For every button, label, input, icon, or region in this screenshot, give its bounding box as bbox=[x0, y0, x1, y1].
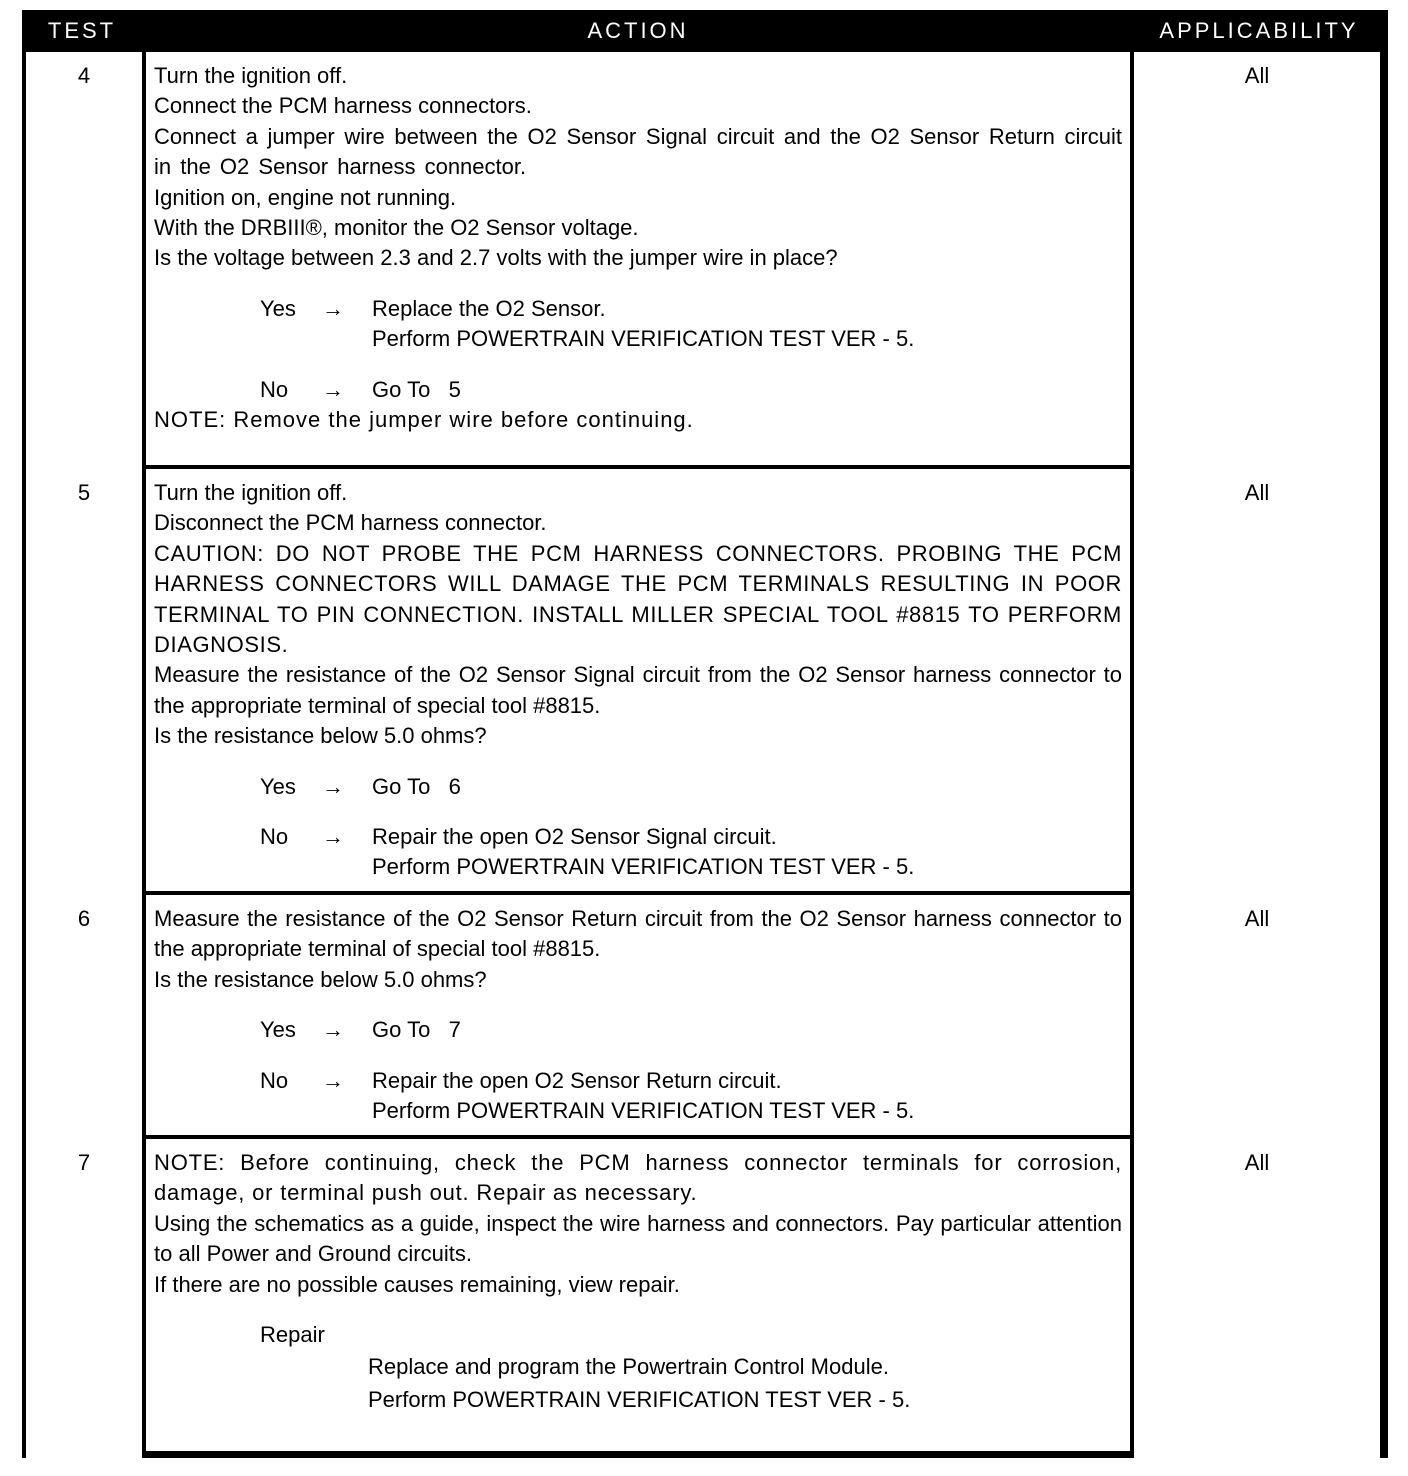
action-line: Measure the resistance of the O2 Sensor Return circuit from the O2 Sensor harness connector to the appropriate terminal of special tool #8815. bbox=[154, 906, 1122, 962]
header-test: TEST bbox=[47, 18, 117, 43]
action-cell bbox=[146, 469, 1130, 891]
yes-label: Yes bbox=[260, 773, 296, 799]
action-line: Using the schematics as a guide, inspect the wire harness and connectors. Pay particular attention to all Power and Ground circuits. bbox=[154, 1210, 1122, 1267]
action-line: With the DRBIII®, monitor the O2 Sensor voltage. bbox=[154, 215, 639, 241]
action-line: Connect the PCM harness connectors. bbox=[154, 93, 532, 119]
no-option bbox=[154, 375, 1122, 405]
note-text: NOTE: Remove the jumper wire before continuing. bbox=[154, 407, 694, 433]
action-line: Is the resistance below 5.0 ohms? bbox=[154, 723, 487, 749]
action-line: Ignition on, engine not running. bbox=[154, 184, 457, 210]
yes-label: Yes bbox=[260, 295, 296, 321]
yes-option bbox=[154, 772, 1122, 802]
test-number: 4 bbox=[26, 52, 142, 474]
yes-option bbox=[154, 294, 1122, 355]
arrow-right-icon: → bbox=[322, 1067, 344, 1093]
yes-label: Yes bbox=[260, 1017, 296, 1043]
action-cell bbox=[146, 1139, 1130, 1451]
no-label: No bbox=[260, 1067, 289, 1093]
yes-result: Go To 6 bbox=[372, 773, 461, 799]
applicability-value: All bbox=[1134, 52, 1380, 474]
yes-result: Go To 7 bbox=[372, 1017, 461, 1043]
yes-result: Replace the O2 Sensor. bbox=[372, 295, 606, 321]
no-option bbox=[154, 1066, 1122, 1127]
no-result: Repair the open O2 Sensor Signal circuit. bbox=[372, 824, 777, 850]
diagnostic-table bbox=[22, 10, 1388, 1458]
action-line: Is the resistance below 5.0 ohms? bbox=[154, 966, 487, 992]
test-number: 6 bbox=[26, 895, 142, 1144]
no-label: No bbox=[260, 376, 289, 402]
repair-label: Repair bbox=[260, 1322, 325, 1348]
arrow-right-icon: → bbox=[322, 295, 344, 321]
no-option bbox=[154, 822, 1122, 883]
action-line: Is the voltage between 2.3 and 2.7 volts with the jumper wire in place? bbox=[154, 245, 838, 271]
action-line: If there are no possible causes remaining, view repair. bbox=[154, 1271, 680, 1297]
action-line: Measure the resistance of the O2 Sensor Signal circuit from the O2 Sensor harness connector to the appropriate terminal of special tool #8815. bbox=[154, 662, 1122, 718]
action-line: Disconnect the PCM harness connector. bbox=[154, 510, 547, 536]
arrow-right-icon: → bbox=[322, 376, 344, 402]
action-cell bbox=[146, 895, 1130, 1135]
header-applicability: APPLICABILITY bbox=[1159, 18, 1359, 43]
action-line: Turn the ignition off. bbox=[154, 480, 348, 505]
no-label: No bbox=[260, 824, 289, 850]
test-number: 5 bbox=[26, 469, 142, 900]
yes-result-detail: Perform POWERTRAIN VERIFICATION TEST VER - 5. bbox=[372, 326, 915, 352]
header-action: ACTION bbox=[587, 18, 689, 43]
action-cell bbox=[146, 52, 1130, 465]
no-result: Repair the open O2 Sensor Return circuit. bbox=[372, 1067, 782, 1093]
no-result: Go To 5 bbox=[372, 376, 461, 402]
caution-text: CAUTION: DO NOT PROBE THE PCM HARNESS CONNECTORS. PROBING THE PCM HARNESS CONNECTORS WILL DAMAGE THE PCM TERMINALS RESULTING IN POOR TERMINAL TO PIN CONNECTION. INSTALL MILLER SPECIAL TOOL #8815 TO PERFORM DIAGNOSIS. bbox=[154, 540, 1122, 658]
arrow-right-icon: → bbox=[322, 824, 344, 850]
note-text: NOTE: Before continuing, check the PCM harness connector terminals for corrosion, damage, or terminal push out. Repair as necessary. bbox=[154, 1150, 1122, 1206]
arrow-right-icon: → bbox=[322, 1017, 344, 1043]
test-number: 7 bbox=[26, 1139, 142, 1460]
action-line: Connect a jumper wire between the O2 Sensor Signal circuit and the O2 Sensor Return circuit in the O2 Sensor harness connector. bbox=[154, 123, 1122, 180]
no-result-detail: Perform POWERTRAIN VERIFICATION TEST VER - 5. bbox=[372, 854, 915, 880]
arrow-right-icon: → bbox=[322, 773, 344, 799]
applicability-value: All bbox=[1134, 469, 1380, 900]
action-line: Turn the ignition off. bbox=[154, 63, 348, 88]
repair-step-detail: Perform POWERTRAIN VERIFICATION TEST VER - 5. bbox=[368, 1386, 911, 1412]
applicability-value: All bbox=[1134, 895, 1380, 1144]
repair-step: Replace and program the Powertrain Control Module. bbox=[368, 1354, 889, 1380]
yes-option bbox=[154, 1015, 1122, 1045]
applicability-value: All bbox=[1134, 1139, 1380, 1460]
no-result-detail: Perform POWERTRAIN VERIFICATION TEST VER - 5. bbox=[372, 1098, 915, 1123]
